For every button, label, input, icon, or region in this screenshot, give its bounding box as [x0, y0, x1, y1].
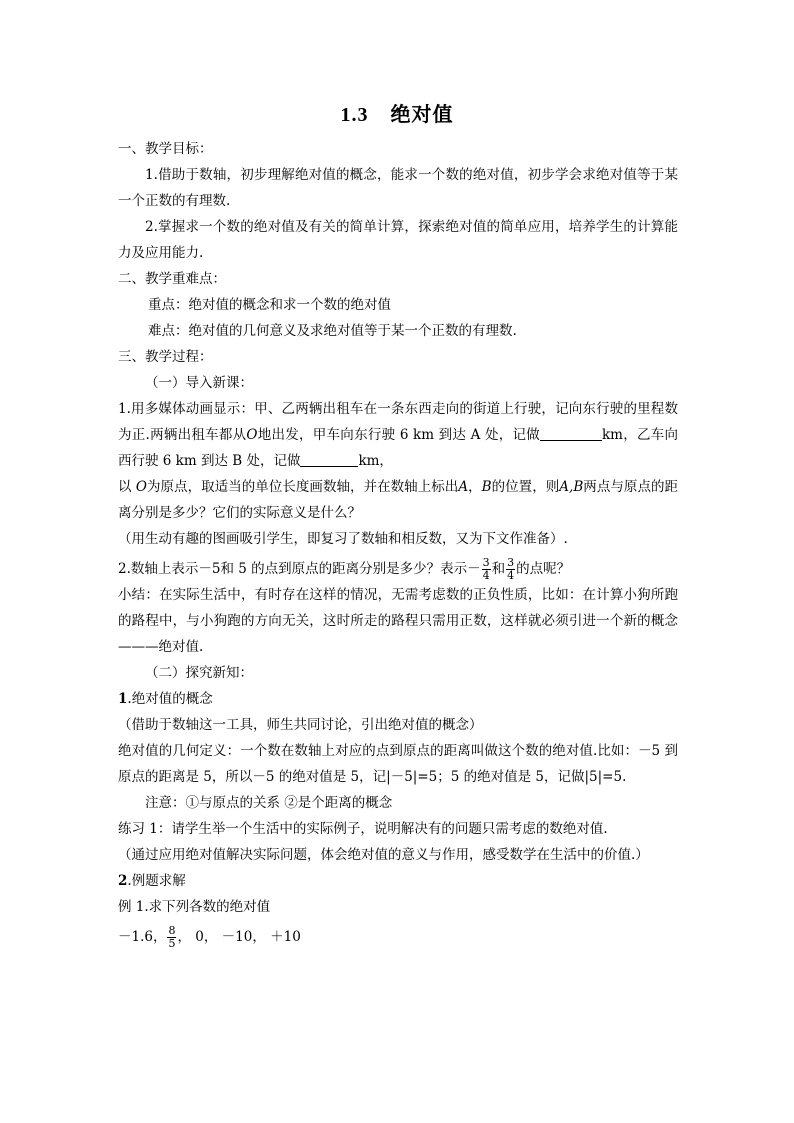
example-1-values: －1.6， $\frac{8}{5}$ ， 0， －10， ＋10	[118, 924, 301, 950]
subsection-intro: （一）导入新课：	[145, 375, 253, 391]
page-title	[0, 98, 794, 127]
question-1-note: （用生动有趣的图画吸引学生，即复习了数轴和相反数，又为下文作准备）.	[118, 531, 568, 547]
attention-note: 注意：①与原点的关系 ②是个距离的概念	[145, 795, 393, 811]
example-heading: 2.例题求解	[118, 873, 186, 889]
section-heading-key-points: 二、教学重难点：	[118, 271, 226, 287]
exercise-1-note: （通过应用绝对值解决实际问题，体会绝对值的意义与作用，感受数学在生活中的价值.）	[118, 847, 649, 863]
title-text: 绝对值	[390, 102, 454, 126]
title-number: 1.3	[340, 104, 369, 126]
section-heading-objectives: 一、教学目标：	[118, 141, 213, 157]
subsection-explore: （二）探究新知：	[145, 665, 253, 681]
example-1: 例 1.求下列各数的绝对值	[118, 899, 271, 915]
fraction-three-quarters: $\frac{3}{4}$	[482, 556, 490, 582]
question-1-continued: 以 O为原点，取适当的单位长度画数轴，并在数轴上标出A，B的位置，则A,B两点与原点的距离分别是多少？它们的实际意义是什么？	[118, 479, 679, 521]
concept-note: （借助于数轴这一工具，师生共同讨论，引出绝对值的概念）	[118, 717, 483, 733]
key-point: 重点：绝对值的概念和求一个数的绝对值	[148, 297, 391, 313]
fraction-three-quarters-2: $\frac{3}{4}$	[507, 556, 515, 582]
summary: 小结：在实际生活中，有时存在这样的情况，无需考虑数的正负性质，比如：在计算小狗所跑的路程中，与小狗跑的方向无关，这时所走的路程只需用正数，这样就必须引进一个新的概念———绝对值.	[118, 587, 678, 655]
concept-heading: 1.绝对值的概念	[118, 691, 213, 707]
question-2: 2.数轴上表示－5和 5 的点到原点的距离分别是多少？表示－ $\frac{3}{4}$ 和 $\frac{3}{4}$ 的点呢？	[118, 556, 571, 582]
exercise-1: 练习 1：请学生举一个生活中的实际例子，说明解决有的问题只需考虑的数绝对值.	[118, 821, 608, 837]
section-heading-process: 三、教学过程：	[118, 349, 213, 365]
objective-1: 1.借助于数轴，初步理解绝对值的概念，能求一个数的绝对值，初步学会求绝对值等于某一个正数的有理数.	[118, 167, 678, 209]
fraction-eight-fifths: $\frac{8}{5}$	[168, 924, 176, 950]
document-body	[118, 136, 678, 950]
objective-2: 2.掌握求一个数的绝对值及有关的简单计算，探索绝对值的简单应用，培养学生的计算能力及应用能力.	[118, 219, 678, 261]
definition: 绝对值的几何定义：一个数在数轴上对应的点到原点的距离叫做这个数的绝对值.比如：－5 到原点的距离是 5，所以－5 的绝对值是 5，记|－5|=5；5 的绝对值是 5，记做|5|=5.	[118, 743, 678, 785]
difficult-point: 难点：绝对值的几何意义及求绝对值等于某一个正数的有理数.	[148, 323, 517, 339]
answer-blank-a[interactable]	[540, 426, 602, 441]
question-1: 1.用多媒体动画显示：甲、乙两辆出租车在一条东西走向的街道上行驶，记向东行驶的里程数为正.两辆出租车都从O地出发，甲车向东行驶 6 km 到达 A 处，记做 km，乙车向西行驶 6 km 到达 B 处，记做 km，	[118, 401, 679, 469]
answer-blank-b[interactable]	[300, 452, 358, 467]
